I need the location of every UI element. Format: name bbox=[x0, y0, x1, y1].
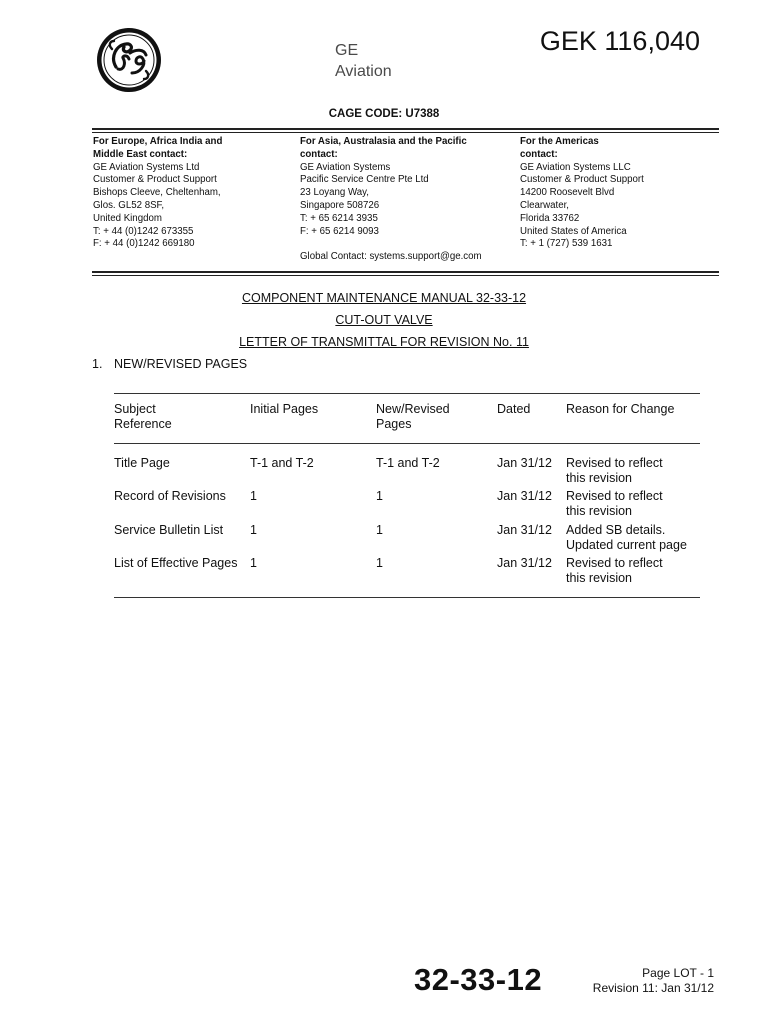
table-header-rule bbox=[114, 443, 700, 444]
cell-reason: Revised to reflect this revision bbox=[566, 556, 663, 585]
document-number: GEK 116,040 bbox=[539, 26, 700, 56]
table-bottom-rule bbox=[114, 597, 700, 598]
cage-code: CAGE CODE: U7388 bbox=[328, 108, 440, 120]
column-header-subject: Subject Reference bbox=[114, 402, 172, 431]
column-header-revised-pages: New/Revised Pages bbox=[376, 402, 450, 431]
footer-revision: Revision 11: Jan 31/12 bbox=[592, 981, 714, 995]
cell-subject: Service Bulletin List bbox=[114, 523, 224, 537]
contact-line: Florida 33762 bbox=[520, 212, 580, 224]
contact-europe bbox=[93, 136, 222, 251]
contact-line: Customer & Product Support bbox=[520, 174, 644, 186]
contact-heading: contact: bbox=[520, 148, 558, 160]
cell-dated: Jan 31/12 bbox=[497, 456, 552, 470]
contact-heading: contact: bbox=[300, 148, 338, 160]
cell-revised-pages: T-1 and T-2 bbox=[376, 456, 440, 470]
bottom-double-rule bbox=[92, 271, 719, 276]
contact-heading: For the Americas bbox=[520, 136, 599, 147]
cell-reason: Added SB details. Updated current page bbox=[566, 523, 687, 552]
footer-page-info bbox=[593, 966, 714, 996]
contact-asia bbox=[300, 136, 482, 264]
cell-dated: Jan 31/12 bbox=[497, 489, 552, 503]
section-title: NEW/REVISED PAGES bbox=[114, 357, 248, 371]
global-contact-email[interactable]: Global Contact: systems.support@ge.com bbox=[300, 251, 482, 263]
brand-line-aviation: Aviation bbox=[335, 63, 392, 80]
component-title: CUT-OUT VALVE bbox=[335, 313, 433, 327]
contact-line: GE Aviation Systems bbox=[300, 161, 391, 173]
brand-line-ge: GE bbox=[335, 42, 359, 59]
cell-revised-pages: 1 bbox=[376, 489, 383, 503]
cell-dated: Jan 31/12 bbox=[497, 523, 552, 537]
cell-dated: Jan 31/12 bbox=[497, 556, 552, 570]
contact-line: Glos. GL52 8SF, bbox=[93, 199, 165, 211]
contact-line: Singapore 508726 bbox=[300, 199, 380, 211]
brand-name bbox=[335, 40, 392, 82]
top-double-rule bbox=[92, 128, 719, 133]
contact-phone: T: + 44 (0)1242 673355 bbox=[93, 225, 194, 237]
footer-page-number: Page LOT - 1 bbox=[642, 966, 714, 980]
cell-initial-pages: T-1 and T-2 bbox=[250, 456, 314, 470]
contact-line: 23 Loyang Way, bbox=[300, 187, 369, 199]
cell-revised-pages: 1 bbox=[376, 556, 383, 570]
cell-subject: Record of Revisions bbox=[114, 489, 226, 503]
cell-subject: Title Page bbox=[114, 456, 170, 470]
contact-line: Clearwater, bbox=[520, 199, 569, 211]
contact-americas bbox=[520, 136, 644, 251]
section-heading bbox=[92, 357, 247, 371]
contact-line: GE Aviation Systems LLC bbox=[520, 161, 631, 173]
column-header-reason: Reason for Change bbox=[566, 402, 675, 416]
contact-heading: For Europe, Africa India and bbox=[93, 136, 223, 147]
section-number: 1. bbox=[92, 357, 103, 371]
cell-revised-pages: 1 bbox=[376, 523, 383, 537]
cell-reason: Revised to reflect this revision bbox=[566, 489, 663, 518]
letter-title: LETTER OF TRANSMITTAL FOR REVISION No. 11 bbox=[239, 335, 529, 349]
contact-line: Bishops Cleeve, Cheltenham, bbox=[93, 187, 221, 199]
cell-reason: Revised to reflect this revision bbox=[566, 456, 663, 485]
contact-line: 14200 Roosevelt Blvd bbox=[520, 187, 615, 199]
contact-line: United Kingdom bbox=[93, 212, 162, 224]
contact-line: United States of America bbox=[520, 225, 627, 237]
column-header-dated: Dated bbox=[497, 402, 531, 416]
ge-monogram-logo-icon bbox=[96, 27, 162, 93]
manual-title: COMPONENT MAINTENANCE MANUAL 32-33-12 bbox=[241, 291, 527, 305]
footer-chapter-code: 32-33-12 bbox=[414, 962, 543, 997]
contact-fax: F: + 65 6214 9093 bbox=[300, 225, 379, 237]
contact-phone: T: + 65 6214 3935 bbox=[300, 212, 378, 224]
cell-initial-pages: 1 bbox=[250, 489, 257, 503]
contact-heading: Middle East contact: bbox=[93, 148, 188, 160]
contact-line: Pacific Service Centre Pte Ltd bbox=[300, 174, 429, 186]
column-header-initial-pages: Initial Pages bbox=[250, 402, 319, 416]
cell-initial-pages: 1 bbox=[250, 556, 257, 570]
table-top-rule bbox=[114, 393, 700, 394]
contact-spacer bbox=[300, 238, 482, 251]
cell-initial-pages: 1 bbox=[250, 523, 257, 537]
contact-heading: For Asia, Australasia and the Pacific bbox=[300, 136, 467, 147]
contact-line: GE Aviation Systems Ltd bbox=[93, 161, 200, 173]
contact-line: Customer & Product Support bbox=[93, 174, 217, 186]
cell-subject: List of Effective Pages bbox=[114, 556, 238, 570]
contact-fax: F: + 44 (0)1242 669180 bbox=[93, 238, 195, 250]
contact-phone: T: + 1 (727) 539 1631 bbox=[520, 238, 613, 250]
